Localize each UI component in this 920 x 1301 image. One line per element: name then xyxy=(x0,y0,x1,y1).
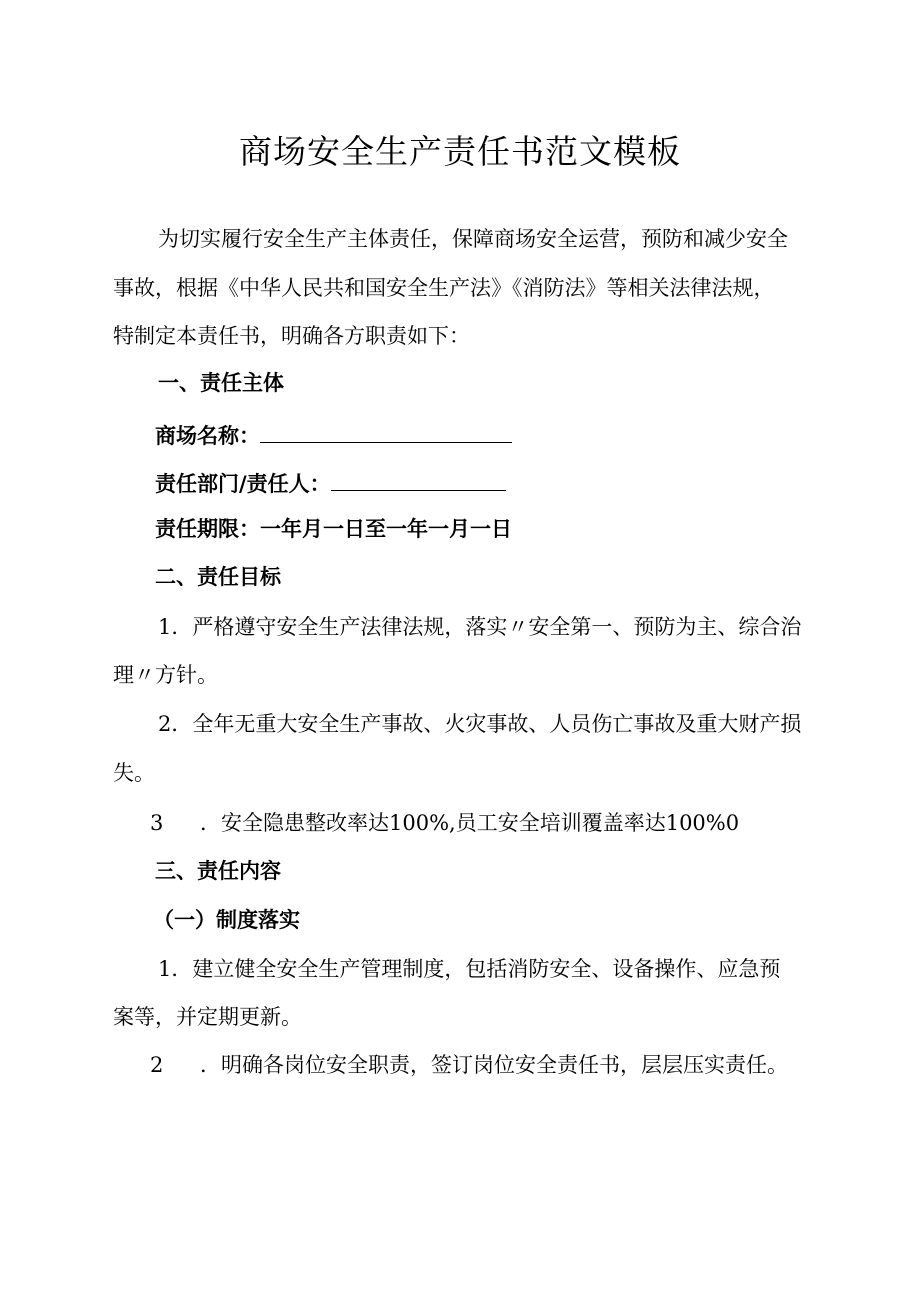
mall-name-blank xyxy=(260,422,512,443)
dept-label: 责任部门/责任人： xyxy=(155,472,331,496)
goal-3-line xyxy=(150,813,739,834)
section-heading-goals: 二、责任目标 xyxy=(155,565,281,589)
goal-1-line-1: 1．严格遵守安全生产法律法规，落实〃安全第一、预防为主、综合治 xyxy=(158,615,802,639)
content-1-line-1: 1．建立健全安全生产管理制度，包括消防安全、设备操作、应急预 xyxy=(158,957,781,981)
dept-blank xyxy=(331,470,506,491)
subsection-heading-system: （一）制度落实 xyxy=(153,908,300,932)
content-2-number: 2 xyxy=(150,1053,164,1077)
mall-name-field xyxy=(155,422,512,447)
section-heading-content: 三、责任内容 xyxy=(155,859,281,883)
intro-line-2: 事故，根据《中华人民共和国安全生产法》《消防法》等相关法律法规， xyxy=(113,276,775,300)
intro-line-1: 为切实履行安全生产主体责任，保障商场安全运营，预防和减少安全 xyxy=(158,227,788,251)
goal-3-number: 3 xyxy=(150,811,164,835)
mall-name-label: 商场名称： xyxy=(155,424,260,448)
goal-1-line-2: 理〃方针。 xyxy=(113,663,218,687)
period-line: 责任期限：一年月一日至一年一月一日 xyxy=(155,517,512,541)
goal-2-line-1: 2．全年无重大安全生产事故、火灾事故、人员伤亡事故及重大财产损 xyxy=(158,712,802,736)
goal-2-line-2: 失。 xyxy=(113,761,155,785)
content-2-line xyxy=(150,1055,788,1076)
goal-3-text: ．安全隐患整改率达100%,员工安全培训覆盖率达100%0 xyxy=(200,811,740,835)
content-1-line-2: 案等，并定期更新。 xyxy=(113,1005,302,1029)
section-heading-subject: 一、责任主体 xyxy=(158,371,284,395)
content-2-text: ．明确各岗位安全职责，签订岗位安全责任书，层层压实责任。 xyxy=(200,1053,788,1077)
dept-field xyxy=(155,470,506,495)
document-title: 商场安全生产责任书范文模板 xyxy=(239,132,681,171)
intro-line-3: 特制定本责任书，明确各方职责如下： xyxy=(113,324,470,348)
